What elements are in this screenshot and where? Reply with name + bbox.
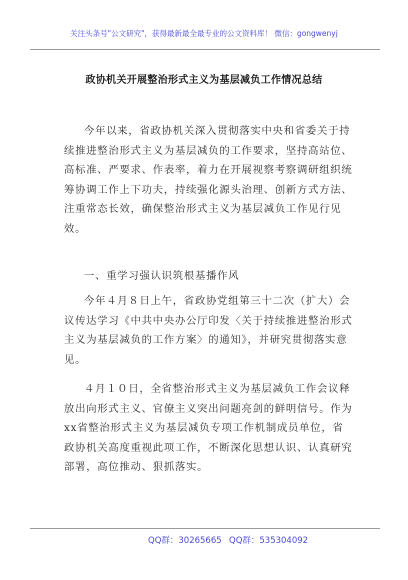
section-heading: 一、重学习强认识筑根基播作风 <box>84 270 240 282</box>
paragraph-conference: ４月１０日，全省整治形式主义为基层减负工作会议释放出向形式主义、官僚主义突出问题亮剑的鲜明信号。作为xx省整治形式主义为基层减负专项工作机制成员单位，省政协机关高度重视此项工作，不断深化思想认识、认真研究部署，高位推动、狠抓落实。 <box>64 383 353 473</box>
document-title: 政协机关开展整治形式主义为基层减负工作情况总结 <box>85 75 323 86</box>
paragraph-meeting: 今年４月８日上午，省政协党组第三十二次（扩大）会议传达学习《中共中央办公厅印发〈关于持续推进整治形式主义为基层减负的工作方案〉的通知》，并研究贯彻落实意见。 <box>64 295 353 366</box>
header-banner: 关注头条号"公文研究"，获得最新最全最专业的公文资料库！ 微信：gongwenyj <box>70 29 338 38</box>
footer-divider <box>30 528 380 529</box>
footer-qq-group-1: QQ群：30265665 <box>148 536 222 546</box>
footer-qq-group-2: QQ群：535304092 <box>229 536 309 546</box>
header-divider <box>30 49 380 50</box>
paragraph-intro: 今年以来，省政协机关深入贯彻落实中央和省委关于持续推进整治形式主义为基层减负的工作要求，坚持高站位、高标准、严要求、作表率，着力在开展视察考察调研组织统筹协调工作上下功夫，持续强化源头治理、创新方式方法、注重常态长效，确保整治形式主义为基层减负工作见行见效。 <box>64 125 353 235</box>
